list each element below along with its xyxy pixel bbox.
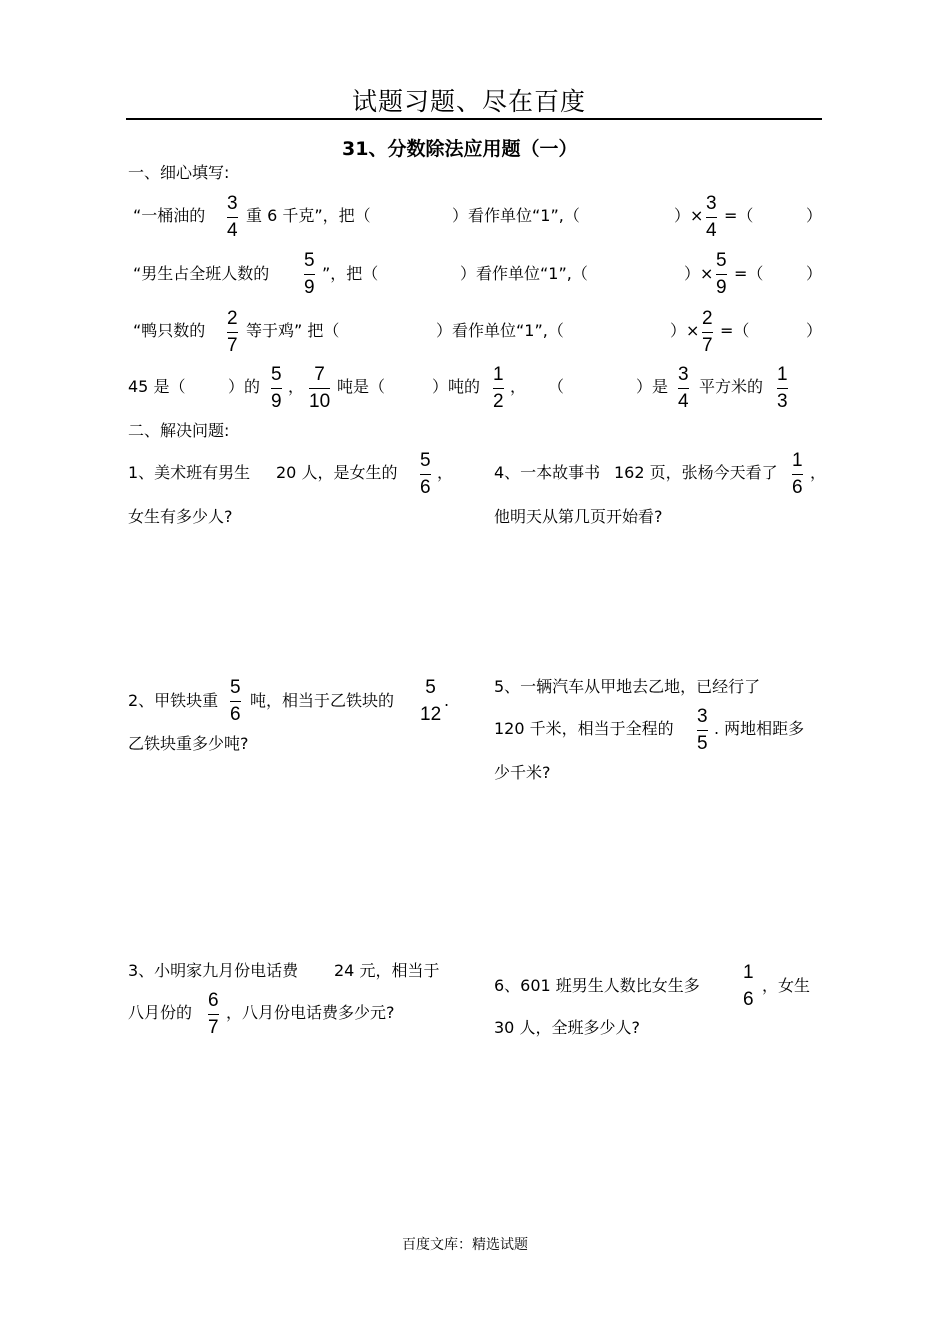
- row2-text-g: ）: [806, 264, 823, 283]
- q1-text-a: 1、美术班有男生: [128, 463, 251, 482]
- q3-text-d: ，八月份电话费多少元?: [226, 1003, 395, 1022]
- row3-text-b: 等于鸡” 把（: [246, 321, 340, 340]
- row1-fraction-2: 3 4: [706, 193, 717, 242]
- q4-fraction: 1 6: [792, 450, 803, 499]
- row2-text-b: ”，把（: [322, 264, 379, 283]
- row1-text-g: ）: [806, 206, 823, 225]
- row4-text-c: ，: [288, 377, 305, 396]
- row3-text-c: ）看作单位“1”,（: [436, 321, 564, 340]
- row4-text-d: 吨是（: [337, 377, 386, 396]
- q6-fraction: 1 6: [743, 962, 754, 1011]
- page-footer: 百度文库：精选试题: [402, 1237, 528, 1253]
- row4-fraction-2: 7 10: [309, 364, 331, 413]
- row2-fraction-1: 5 9: [304, 250, 315, 299]
- row4-fraction-3: 1 2: [493, 364, 504, 413]
- q5-line1: 5、一辆汽车从甲地去乙地，已经行了: [494, 677, 761, 696]
- row4-text-g: （: [548, 377, 565, 396]
- q3-text-c: 八月份的: [128, 1003, 193, 1022]
- row2-text-a: “男生占全班人数的: [133, 264, 270, 283]
- document-title: 31、分数除法应用题（一）: [342, 138, 578, 160]
- q5-fraction: 3 5: [697, 706, 708, 755]
- row1-text-c: ）看作单位“1”,（: [452, 206, 580, 225]
- row3-text-e: =（: [720, 321, 750, 340]
- q6-text-a: 6、601 班男生人数比女生多: [494, 976, 700, 995]
- row3-text-d: ）×: [670, 321, 700, 340]
- row2-text-d: ）×: [684, 264, 714, 283]
- row3-text-a: “鸭只数的: [133, 321, 206, 340]
- page-header-title: 试题习题、尽在百度: [352, 87, 587, 116]
- row2-text-c: ）看作单位“1”,（: [460, 264, 588, 283]
- row4-fraction-4: 3 4: [678, 364, 689, 413]
- row1-text-b: 重 6 千克”，把（: [246, 206, 371, 225]
- row1-text-d: ）×: [674, 206, 704, 225]
- q2-fraction-1: 5 6: [230, 677, 241, 726]
- row4-text-h: ）是: [636, 377, 669, 396]
- row4-text-e: ）吨的: [432, 377, 481, 396]
- q3-fraction: 6 7: [208, 990, 219, 1039]
- q4-text-b: 162 页，张杨今天看了: [614, 463, 778, 482]
- row4-text-i: 平方米的: [699, 377, 764, 396]
- q2-fraction-2: 5 12: [420, 677, 442, 726]
- q2-text-a: 2、甲铁块重: [128, 691, 219, 710]
- q1-text-c: ，: [437, 463, 454, 482]
- row2-text-e: =（: [734, 264, 764, 283]
- q1-fraction: 5 6: [420, 450, 431, 499]
- q2-text-c: .: [444, 691, 450, 710]
- q4-line2: 他明天从第几页开始看?: [494, 507, 663, 526]
- q3-text-a: 3、小明家九月份电话费: [128, 961, 299, 980]
- row4-text-b: ）的: [228, 377, 261, 396]
- q5-line3: 少千米?: [494, 763, 551, 782]
- row4-text-a: 45 是（: [128, 377, 186, 396]
- q6-line2: 30 人，全班多少人?: [494, 1018, 640, 1037]
- row3-text-g: ）: [806, 321, 823, 340]
- section2-heading: 二、解决问题:: [128, 421, 230, 440]
- q3-text-b: 24 元，相当于: [334, 961, 440, 980]
- row4-text-f: ，: [510, 377, 527, 396]
- header-rule: [126, 118, 822, 120]
- row1-fraction-1: 3 4: [227, 193, 238, 242]
- row1-text-e: =（: [724, 206, 754, 225]
- row4-fraction-1: 5 9: [271, 364, 282, 413]
- row3-fraction-1: 2 7: [227, 308, 238, 357]
- q2-line2: 乙铁块重多少吨?: [128, 734, 249, 753]
- q5-text-b: . 两地相距多: [714, 719, 805, 738]
- q1-line2: 女生有多少人?: [128, 507, 233, 526]
- q4-text-a: 4、一本故事书: [494, 463, 601, 482]
- q5-text-a: 120 千米，相当于全程的: [494, 719, 674, 738]
- row1-text-a: “一桶油的: [133, 206, 206, 225]
- q4-text-c: ，: [810, 463, 827, 482]
- q1-text-b: 20 人，是女生的: [276, 463, 398, 482]
- q2-text-b: 吨，相当于乙铁块的: [250, 691, 395, 710]
- row3-fraction-2: 2 7: [702, 308, 713, 357]
- q6-text-b: ，女生: [762, 976, 811, 995]
- row2-fraction-2: 5 9: [716, 250, 727, 299]
- section1-heading: 一、细心填写:: [128, 163, 230, 182]
- row4-fraction-5: 1 3: [777, 364, 788, 413]
